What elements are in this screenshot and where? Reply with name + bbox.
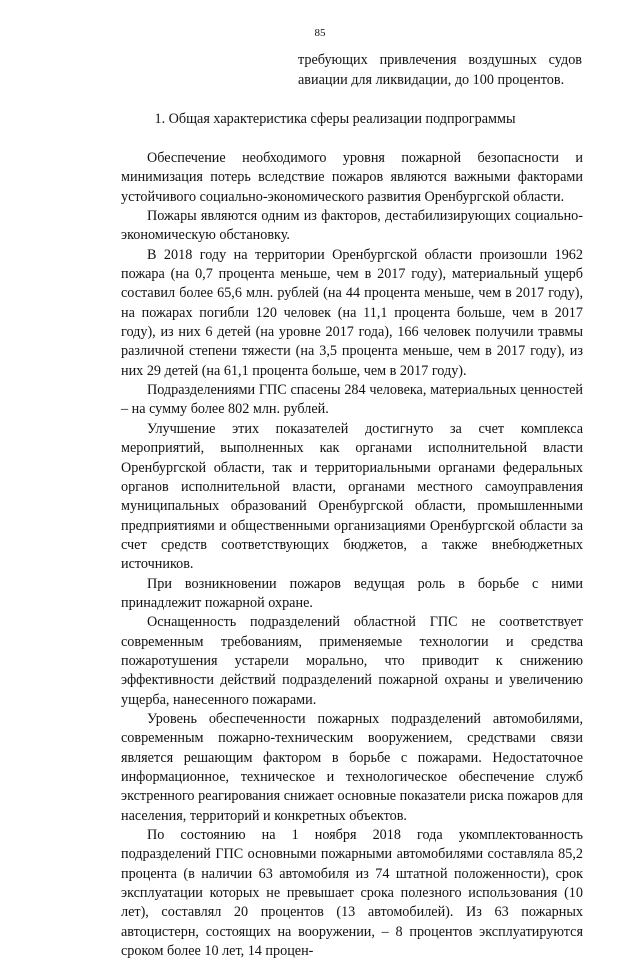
paragraph: Пожары являются одним из факторов, дестабилизирующих социально-экономическую обстановку. [121,208,583,244]
paragraph: Оснащенность подразделений областной ГПС не соответствует современным требованиям, применяемые технологии и средства пожаротушения устарели морально, что приводит к снижению эффективности действий подразделений пожарной охраны и увеличению ущерба, нанесенного пожарами. [121,614,583,708]
paragraph: Обеспечение необходимого уровня пожарной безопасности и минимизация потерь вследствие пожаров являются важными факторами устойчивого социально-экономического развития Оренбургской области. [121,150,583,205]
paragraph: Уровень обеспеченности пожарных подразделений автомобилями, современным пожарно-техническим вооружением, средствами связи является решающим фактором в борьбе с пожарами. Недостаточное информационное, техническое и технологическое обеспечение служб экстренного реагирования снижает основные показатели риска пожаров для населения, территорий и конкретных объектов. [121,710,583,824]
paragraph: В 2018 году на территории Оренбургской области произошли 1962 пожара (на 0,7 процента меньше, чем в 2017 году), материальный ущерб составил более 65,6 млн. рублей (на 44 процента меньше, чем в 2017 году), на пожарах погибли 120 человек (на 11,1 процента больше, чем в 2017 году), из них 6 детей (на уровне 2017 года), 166 человек получили травмы различной степени тяжести (на 3,5 процента меньше, чем в 2017 году), из них 29 детей (на 61,1 процента больше, чем в 2017 году). [121,246,583,379]
paragraph: По состоянию на 1 ноября 2018 года укомплектованность подразделений ГПС основными пожарными автомобилями составляла 85,2 процента (в наличии 63 автомобиля из 74 штатной положенности), срок эксплуатации которых не превышает срока полезного использования (10 лет), составлял 20 процентов (13 автомобилей). Из 63 пожарных автоцистерн, состоящих на вооружении, – 8 процентов эксплуатируются сроком более 10 лет, 14 процен- [121,827,583,960]
paragraph: При возникновении пожаров ведущая роль в борьбе с ними принадлежит пожарной охране. [121,575,583,611]
section-heading: 1. Общая характеристика сферы реализации подпрограммы [154,111,516,127]
continued-text: требующих привлечения воздушных судов авиации для ликвидации, до 100 процентов. [298,52,582,88]
page-number: 85 [314,27,326,39]
body-text [121,149,583,961]
paragraph: Подразделениями ГПС спасены 284 человека, материальных ценностей – на сумму более 802 млн. рублей. [121,382,583,418]
paragraph: Улучшение этих показателей достигнуто за счет комплекса мероприятий, выполненных как органами исполнительной власти Оренбургской области, так и территориальными органами федеральных органов исполнительной власти, органами местного самоуправления муниципальных образований Оренбургской области, промышленными предприятиями и общественными организациями Оренбургской области за счет средств соответствующих бюджетов, а также внебюджетных источников. [121,420,583,573]
